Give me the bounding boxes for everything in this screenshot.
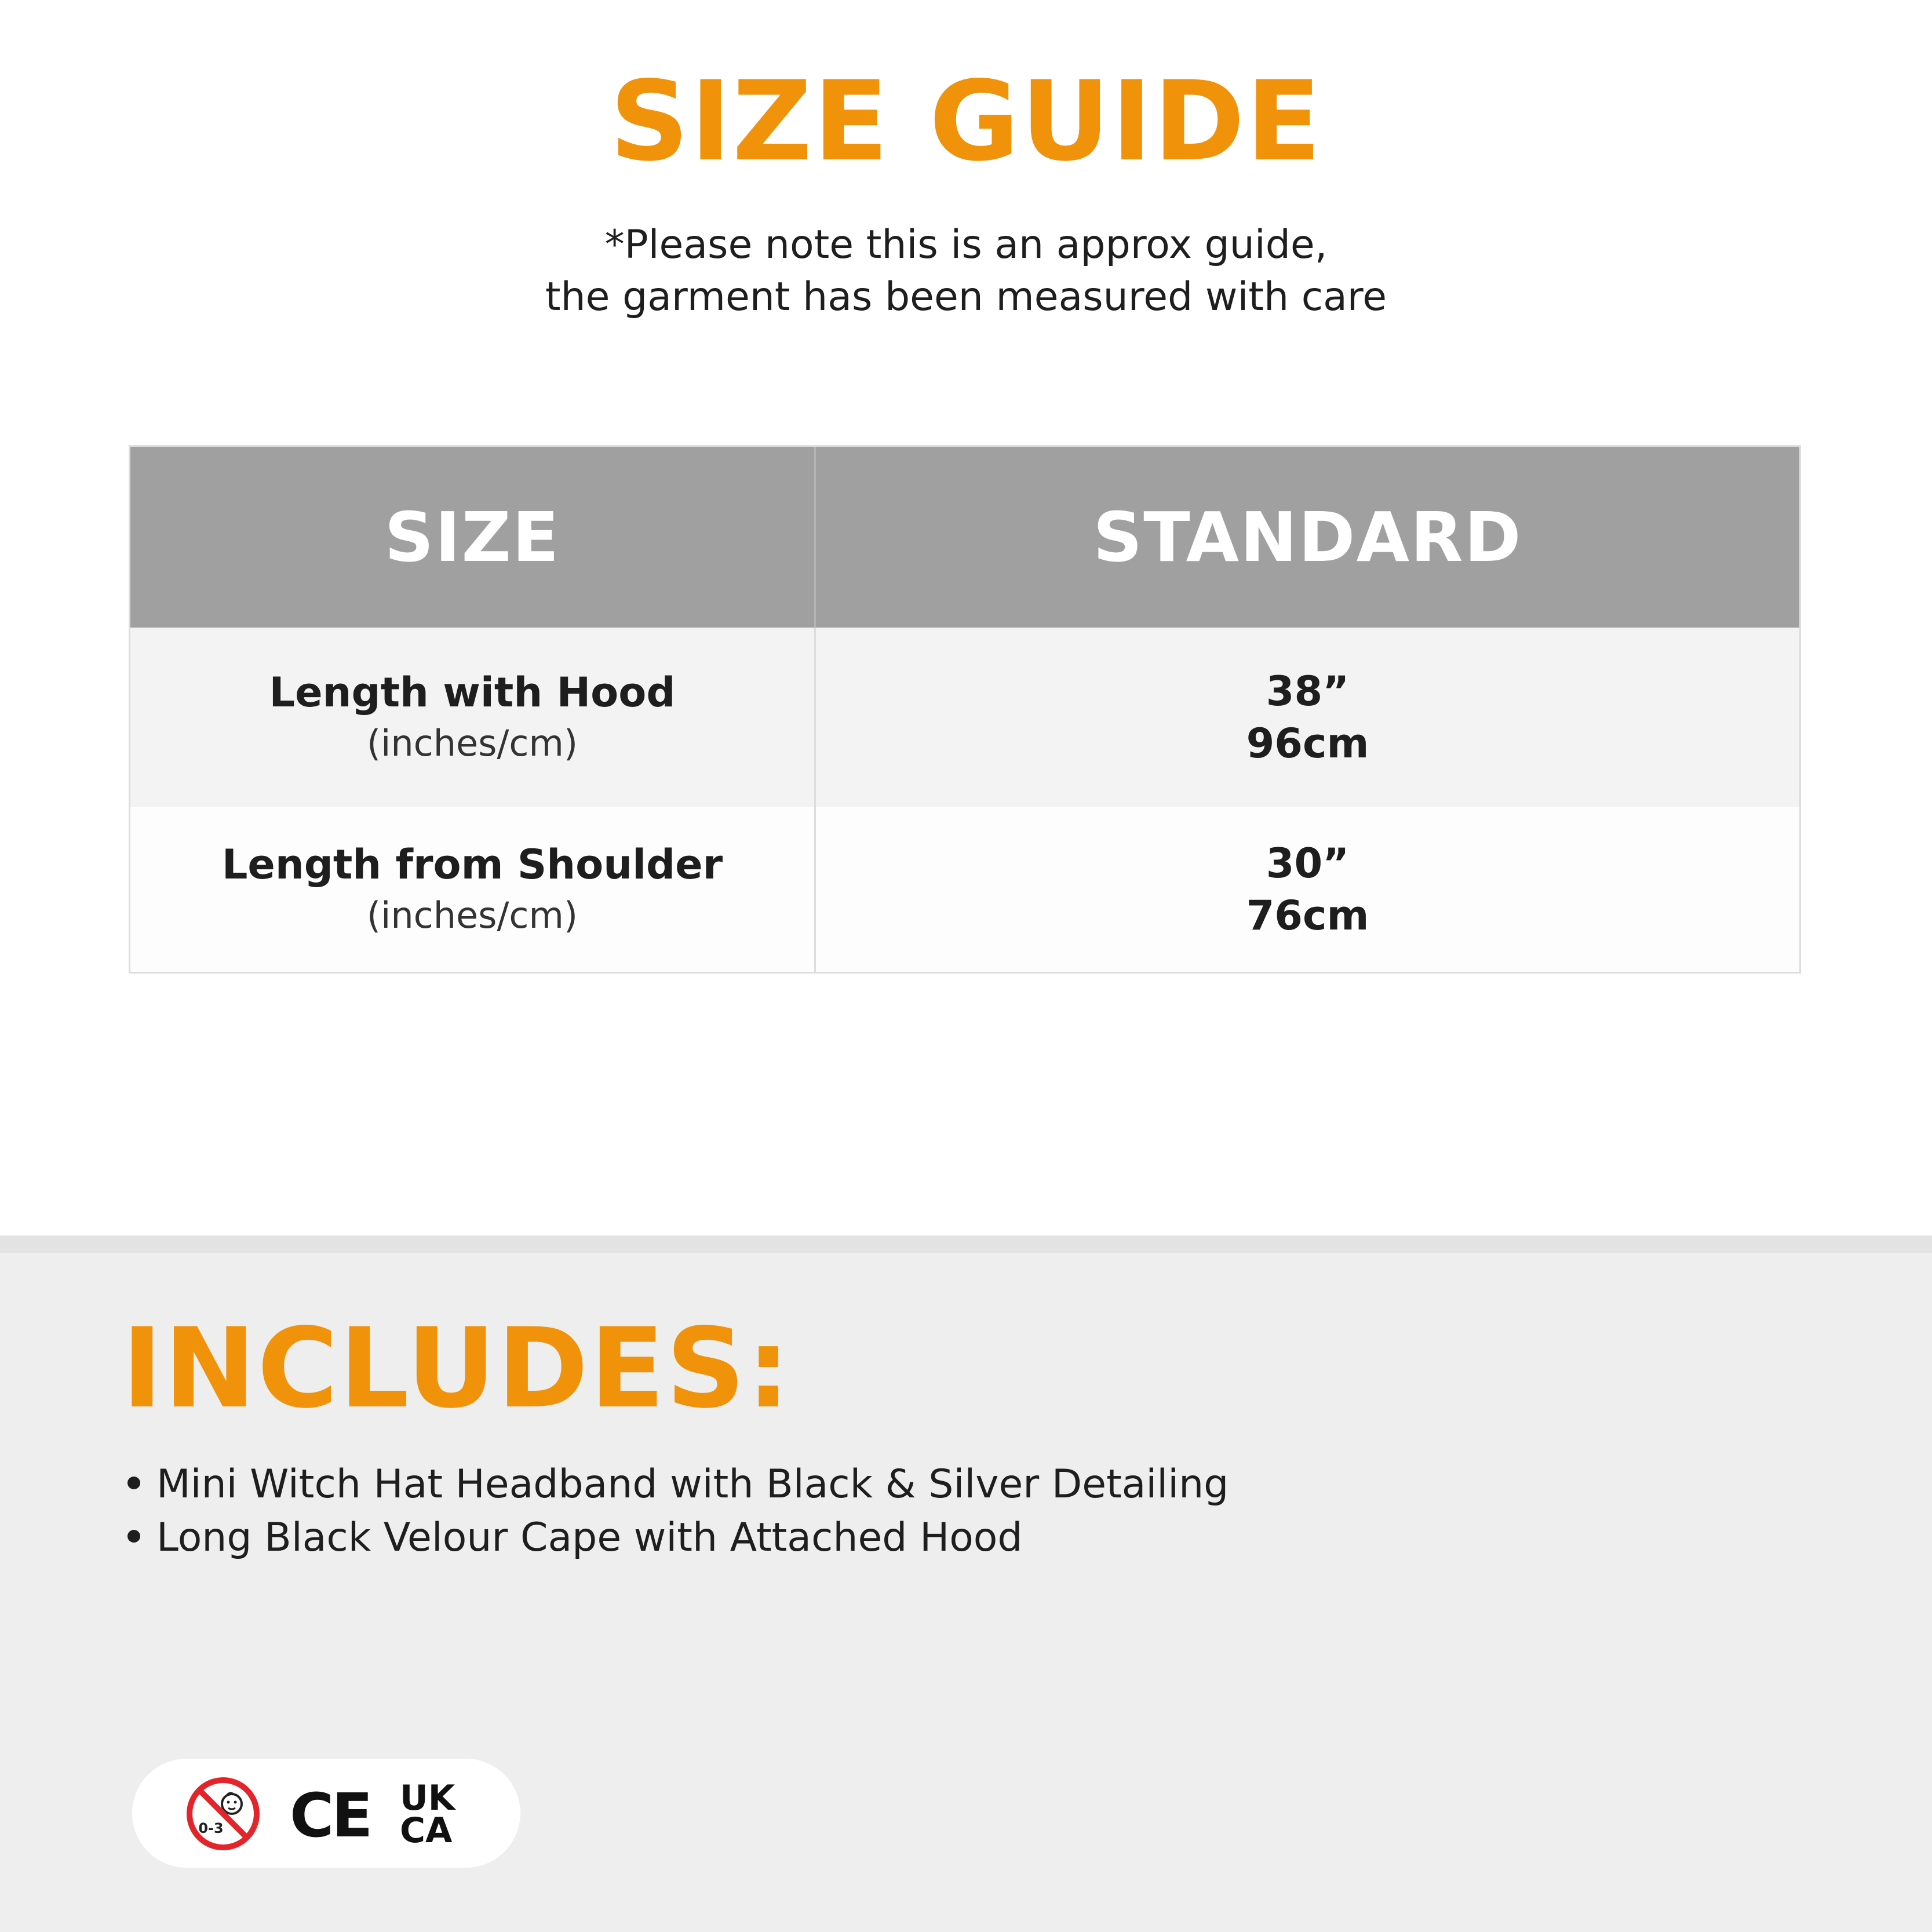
age-warning-text: 0-3 bbox=[198, 1820, 224, 1836]
row-label: Length from Shoulder bbox=[221, 841, 723, 888]
row-label-cell bbox=[130, 807, 816, 972]
column-header-standard: STANDARD bbox=[1093, 497, 1522, 577]
table-row bbox=[130, 807, 1799, 972]
list-item bbox=[127, 1511, 1229, 1565]
row-label-cell bbox=[130, 628, 816, 807]
column-header-size: SIZE bbox=[130, 447, 816, 628]
bullet-icon bbox=[127, 1477, 140, 1489]
ukca-line-2: CA bbox=[400, 1810, 453, 1851]
ce-mark: CE bbox=[290, 1780, 371, 1851]
value-cm: 76cm bbox=[1246, 892, 1369, 939]
size-note bbox=[0, 219, 1932, 323]
row-unit: (inches/cm) bbox=[366, 722, 578, 764]
row-unit: (inches/cm) bbox=[366, 894, 578, 936]
bullet-icon bbox=[127, 1530, 140, 1543]
row-label: Length with Hood bbox=[269, 669, 676, 716]
list-item bbox=[127, 1458, 1229, 1511]
value-inches: 30” bbox=[1266, 840, 1350, 887]
not-suitable-under-3-icon bbox=[184, 1775, 262, 1853]
size-note-line-2: the garment has been measured with care bbox=[545, 274, 1387, 320]
list-item-text: Mini Witch Hat Headband with Black & Silver Detailing bbox=[156, 1461, 1229, 1507]
size-table bbox=[129, 445, 1801, 974]
ukca-line-1: UK bbox=[400, 1778, 455, 1818]
page-title: SIZE GUIDE bbox=[610, 57, 1322, 185]
row-value-cell bbox=[816, 628, 1799, 807]
value-cm: 96cm bbox=[1246, 720, 1369, 767]
list-item-text: Long Black Velour Cape with Attached Hood bbox=[156, 1515, 1023, 1561]
table-header-row bbox=[130, 447, 1799, 628]
includes-title: INCLUDES: bbox=[122, 1304, 792, 1432]
row-value-cell bbox=[816, 807, 1799, 972]
includes-list bbox=[127, 1458, 1229, 1565]
value-inches: 38” bbox=[1266, 668, 1350, 715]
ukca-mark bbox=[400, 1778, 475, 1851]
size-note-line-1: *Please note this is an approx guide, bbox=[604, 222, 1328, 268]
table-row bbox=[130, 628, 1799, 807]
certification-badges bbox=[132, 1759, 520, 1868]
